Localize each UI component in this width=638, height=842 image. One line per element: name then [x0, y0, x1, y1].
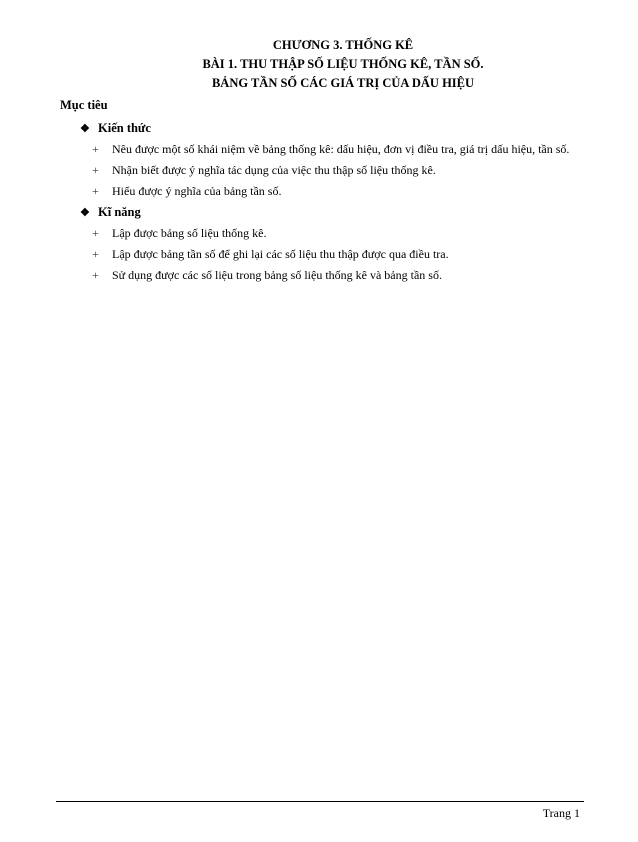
objectives-heading: Mục tiêu	[60, 98, 108, 112]
skills-item	[92, 247, 449, 262]
lesson-title: BÀI 1. THU THẬP SỐ LIỆU THỐNG KÊ, TẦN SỐ.	[202, 57, 484, 71]
chapter-title: CHƯƠNG 3. THỐNG KÊ	[272, 38, 414, 52]
knowledge-item	[92, 142, 569, 157]
lesson-subtitle: BẢNG TẦN SỐ CÁC GIÁ TRỊ CỦA DẤU HIỆU	[211, 76, 475, 90]
plus-icon: +	[92, 184, 99, 198]
footer-divider	[56, 801, 584, 802]
skills-item-text: Sử dụng được các số liệu trong bảng số liệu thống kê và bảng tần số.	[112, 268, 442, 282]
document-title	[0, 36, 638, 93]
knowledge-heading	[80, 121, 151, 136]
skills-item	[92, 226, 266, 241]
plus-icon: +	[92, 142, 99, 156]
plus-icon: +	[92, 163, 99, 177]
plus-icon: +	[92, 226, 99, 240]
skills-item	[92, 268, 442, 283]
knowledge-item-text: Nêu được một số khái niệm về bảng thống kê: dấu hiệu, đơn vị điều tra, giá trị dấu hiệu, tần số.	[112, 142, 570, 156]
knowledge-item-text: Nhận biết được ý nghĩa tác dụng của việc thu thập số liệu thống kê.	[112, 163, 436, 177]
skills-item-text: Lập được bảng tần số để ghi lại các số liệu thu thập được qua điều tra.	[112, 247, 449, 261]
knowledge-item	[92, 163, 436, 178]
skills-heading-label: Kĩ năng	[98, 205, 141, 219]
knowledge-item-text: Hiểu được ý nghĩa của bảng tần số.	[112, 184, 282, 198]
knowledge-item	[92, 184, 281, 199]
skills-item-text: Lập được bảng số liệu thống kê.	[112, 226, 267, 240]
diamond-dots-icon: ❖	[80, 207, 90, 219]
plus-icon: +	[92, 268, 99, 282]
skills-heading	[80, 205, 141, 220]
knowledge-heading-label: Kiến thức	[98, 121, 151, 135]
diamond-dots-icon: ❖	[80, 123, 90, 135]
plus-icon: +	[92, 247, 99, 261]
page-number: Trang 1	[542, 806, 580, 820]
